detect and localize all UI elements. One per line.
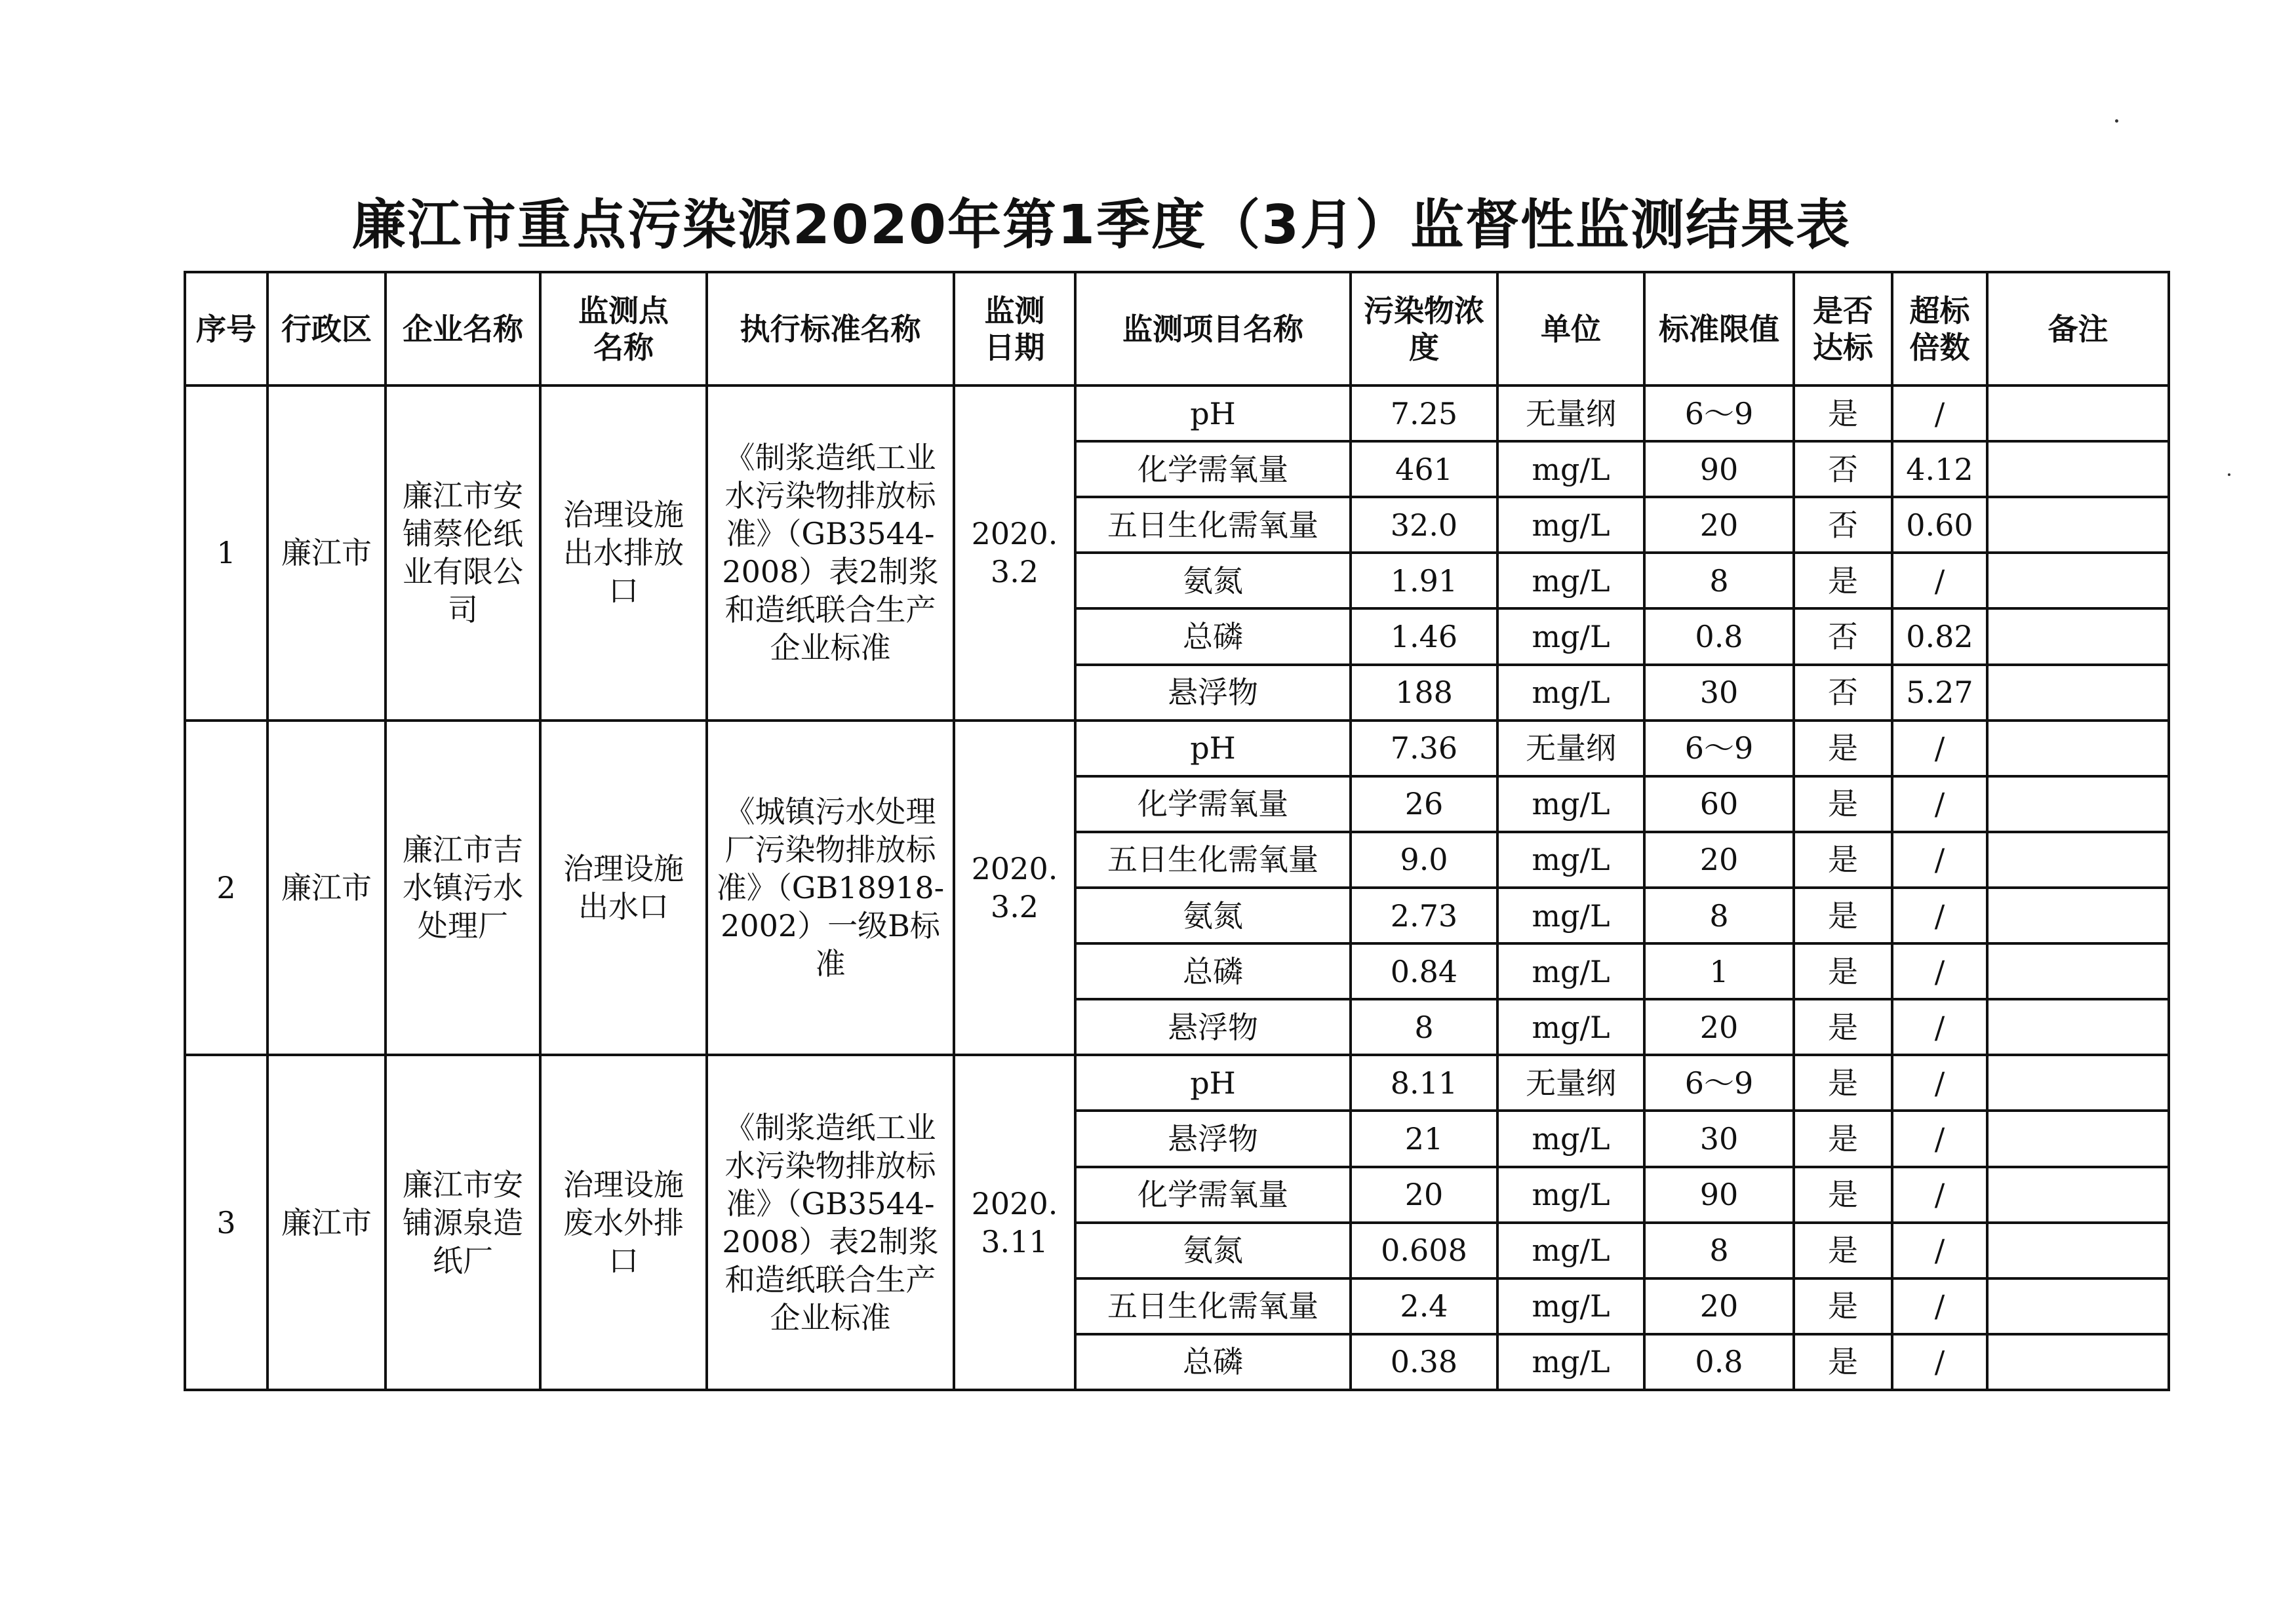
standard-cell: 《城镇污水处理厂污染物排放标准》（GB18918-2002）一级B标准 (707, 721, 954, 1056)
limit-cell: 0.8 (1644, 1334, 1794, 1390)
limit-cell: 8 (1644, 1223, 1794, 1278)
unit-cell: mg/L (1497, 608, 1644, 664)
compliant-cell: 是 (1794, 1055, 1892, 1111)
exceed-cell: / (1892, 776, 1987, 832)
item-cell: 总磷 (1075, 943, 1351, 999)
unit-cell: mg/L (1497, 1334, 1644, 1390)
compliant-cell: 是 (1794, 386, 1892, 441)
concentration-cell: 8.11 (1351, 1055, 1497, 1111)
point-cell: 治理设施废水外排口 (540, 1055, 707, 1390)
concentration-cell: 26 (1351, 776, 1497, 832)
compliant-cell: 是 (1794, 553, 1892, 608)
limit-cell: 20 (1644, 497, 1794, 553)
remark-cell (1987, 832, 2169, 888)
limit-cell: 20 (1644, 999, 1794, 1055)
concentration-cell: 0.38 (1351, 1334, 1497, 1390)
scan-speck (2115, 119, 2118, 123)
seq-cell: 1 (185, 386, 267, 721)
exceed-cell: 0.60 (1892, 497, 1987, 553)
exceed-cell: / (1892, 386, 1987, 441)
remark-cell (1987, 888, 2169, 943)
remark-cell (1987, 1111, 2169, 1166)
item-cell: pH (1075, 386, 1351, 441)
compliant-cell: 是 (1794, 832, 1892, 888)
seq-cell: 2 (185, 721, 267, 1056)
exceed-cell: / (1892, 888, 1987, 943)
header-unit: 单位 (1497, 272, 1644, 386)
header-concentration: 污染物浓度 (1351, 272, 1497, 386)
district-cell: 廉江市 (267, 386, 386, 721)
table-row (185, 721, 2169, 776)
item-cell: 总磷 (1075, 1334, 1351, 1390)
table-row (185, 386, 2169, 441)
company-cell: 廉江市安铺源泉造纸厂 (386, 1055, 540, 1390)
unit-cell: mg/L (1497, 943, 1644, 999)
unit-cell: mg/L (1497, 1111, 1644, 1166)
unit-cell: mg/L (1497, 999, 1644, 1055)
exceed-cell: 5.27 (1892, 665, 1987, 721)
item-cell: 化学需氧量 (1075, 441, 1351, 497)
exceed-cell: / (1892, 1055, 1987, 1111)
limit-cell: 6～9 (1644, 1055, 1794, 1111)
unit-cell: mg/L (1497, 553, 1644, 608)
header-item: 监测项目名称 (1075, 272, 1351, 386)
limit-cell: 30 (1644, 1111, 1794, 1166)
header-compliant: 是否达标 (1794, 272, 1892, 386)
item-cell: 氨氮 (1075, 553, 1351, 608)
unit-cell: mg/L (1497, 1223, 1644, 1278)
concentration-cell: 32.0 (1351, 497, 1497, 553)
item-cell: 五日生化需氧量 (1075, 497, 1351, 553)
scan-speck (2228, 473, 2230, 476)
header-district: 行政区 (267, 272, 386, 386)
compliant-cell: 是 (1794, 1167, 1892, 1223)
remark-cell (1987, 1167, 2169, 1223)
unit-cell: 无量纲 (1497, 721, 1644, 776)
seq-cell: 3 (185, 1055, 267, 1390)
concentration-cell: 7.25 (1351, 386, 1497, 441)
exceed-cell: 4.12 (1892, 441, 1987, 497)
item-cell: 氨氮 (1075, 1223, 1351, 1278)
unit-cell: mg/L (1497, 776, 1644, 832)
compliant-cell: 是 (1794, 1334, 1892, 1390)
limit-cell: 8 (1644, 888, 1794, 943)
remark-cell (1987, 441, 2169, 497)
limit-cell: 20 (1644, 1278, 1794, 1334)
standard-cell: 《制浆造纸工业水污染物排放标准》（GB3544-2008）表2制浆和造纸联合生产企业标准 (707, 1055, 954, 1390)
point-cell: 治理设施出水口 (540, 721, 707, 1056)
unit-cell: 无量纲 (1497, 1055, 1644, 1111)
limit-cell: 1 (1644, 943, 1794, 999)
unit-cell: mg/L (1497, 1278, 1644, 1334)
remark-cell (1987, 999, 2169, 1055)
date-cell: 2020.3.2 (954, 721, 1075, 1056)
company-cell: 廉江市吉水镇污水处理厂 (386, 721, 540, 1056)
concentration-cell: 2.4 (1351, 1278, 1497, 1334)
concentration-cell: 20 (1351, 1167, 1497, 1223)
compliant-cell: 是 (1794, 1278, 1892, 1334)
item-cell: 五日生化需氧量 (1075, 1278, 1351, 1334)
unit-cell: 无量纲 (1497, 386, 1644, 441)
remark-cell (1987, 665, 2169, 721)
compliant-cell: 是 (1794, 721, 1892, 776)
exceed-cell: / (1892, 999, 1987, 1055)
compliant-cell: 否 (1794, 441, 1892, 497)
compliant-cell: 否 (1794, 497, 1892, 553)
compliant-cell: 是 (1794, 943, 1892, 999)
exceed-cell: / (1892, 1278, 1987, 1334)
header-exceed: 超标倍数 (1892, 272, 1987, 386)
limit-cell: 30 (1644, 665, 1794, 721)
header-standard: 执行标准名称 (707, 272, 954, 386)
results-table (184, 271, 2170, 1391)
concentration-cell: 1.46 (1351, 608, 1497, 664)
remark-cell (1987, 553, 2169, 608)
table-row (185, 1055, 2169, 1111)
limit-cell: 6～9 (1644, 721, 1794, 776)
header-seq: 序号 (185, 272, 267, 386)
compliant-cell: 是 (1794, 1111, 1892, 1166)
remark-cell (1987, 1334, 2169, 1390)
unit-cell: mg/L (1497, 832, 1644, 888)
compliant-cell: 是 (1794, 999, 1892, 1055)
exceed-cell: / (1892, 553, 1987, 608)
header-point: 监测点名称 (540, 272, 707, 386)
concentration-cell: 7.36 (1351, 721, 1497, 776)
results-body (185, 386, 2169, 1390)
concentration-cell: 8 (1351, 999, 1497, 1055)
item-cell: 悬浮物 (1075, 1111, 1351, 1166)
standard-cell: 《制浆造纸工业水污染物排放标准》（GB3544-2008）表2制浆和造纸联合生产企业标准 (707, 386, 954, 721)
page-title: 廉江市重点污染源2020年第1季度（3月）监督性监测结果表 (351, 194, 1851, 256)
remark-cell (1987, 497, 2169, 553)
header-limit: 标准限值 (1644, 272, 1794, 386)
compliant-cell: 否 (1794, 608, 1892, 664)
remark-cell (1987, 943, 2169, 999)
district-cell: 廉江市 (267, 721, 386, 1056)
district-cell: 廉江市 (267, 1055, 386, 1390)
limit-cell: 60 (1644, 776, 1794, 832)
header-company: 企业名称 (386, 272, 540, 386)
item-cell: 氨氮 (1075, 888, 1351, 943)
date-cell: 2020.3.2 (954, 386, 1075, 721)
header-date: 监测日期 (954, 272, 1075, 386)
remark-cell (1987, 608, 2169, 664)
item-cell: pH (1075, 721, 1351, 776)
concentration-cell: 0.608 (1351, 1223, 1497, 1278)
unit-cell: mg/L (1497, 497, 1644, 553)
concentration-cell: 9.0 (1351, 832, 1497, 888)
unit-cell: mg/L (1497, 665, 1644, 721)
concentration-cell: 1.91 (1351, 553, 1497, 608)
concentration-cell: 188 (1351, 665, 1497, 721)
exceed-cell: 0.82 (1892, 608, 1987, 664)
item-cell: 化学需氧量 (1075, 776, 1351, 832)
item-cell: 悬浮物 (1075, 999, 1351, 1055)
date-cell: 2020.3.11 (954, 1055, 1075, 1390)
item-cell: 总磷 (1075, 608, 1351, 664)
unit-cell: mg/L (1497, 441, 1644, 497)
exceed-cell: / (1892, 832, 1987, 888)
remark-cell (1987, 1055, 2169, 1111)
unit-cell: mg/L (1497, 1167, 1644, 1223)
item-cell: pH (1075, 1055, 1351, 1111)
concentration-cell: 2.73 (1351, 888, 1497, 943)
limit-cell: 90 (1644, 1167, 1794, 1223)
concentration-cell: 0.84 (1351, 943, 1497, 999)
compliant-cell: 是 (1794, 776, 1892, 832)
item-cell: 悬浮物 (1075, 665, 1351, 721)
remark-cell (1987, 1278, 2169, 1334)
compliant-cell: 是 (1794, 888, 1892, 943)
company-cell: 廉江市安铺蔡伦纸业有限公司 (386, 386, 540, 721)
remark-cell (1987, 776, 2169, 832)
remark-cell (1987, 386, 2169, 441)
limit-cell: 90 (1644, 441, 1794, 497)
item-cell: 五日生化需氧量 (1075, 832, 1351, 888)
unit-cell: mg/L (1497, 888, 1644, 943)
limit-cell: 8 (1644, 553, 1794, 608)
limit-cell: 6～9 (1644, 386, 1794, 441)
item-cell: 化学需氧量 (1075, 1167, 1351, 1223)
remark-cell (1987, 1223, 2169, 1278)
header-remark: 备注 (1987, 272, 2169, 386)
header-row (185, 272, 2169, 386)
remark-cell (1987, 721, 2169, 776)
compliant-cell: 是 (1794, 1223, 1892, 1278)
compliant-cell: 否 (1794, 665, 1892, 721)
exceed-cell: / (1892, 721, 1987, 776)
point-cell: 治理设施出水排放口 (540, 386, 707, 721)
limit-cell: 20 (1644, 832, 1794, 888)
exceed-cell: / (1892, 1167, 1987, 1223)
exceed-cell: / (1892, 1111, 1987, 1166)
concentration-cell: 461 (1351, 441, 1497, 497)
limit-cell: 0.8 (1644, 608, 1794, 664)
concentration-cell: 21 (1351, 1111, 1497, 1166)
exceed-cell: / (1892, 1334, 1987, 1390)
exceed-cell: / (1892, 943, 1987, 999)
exceed-cell: / (1892, 1223, 1987, 1278)
